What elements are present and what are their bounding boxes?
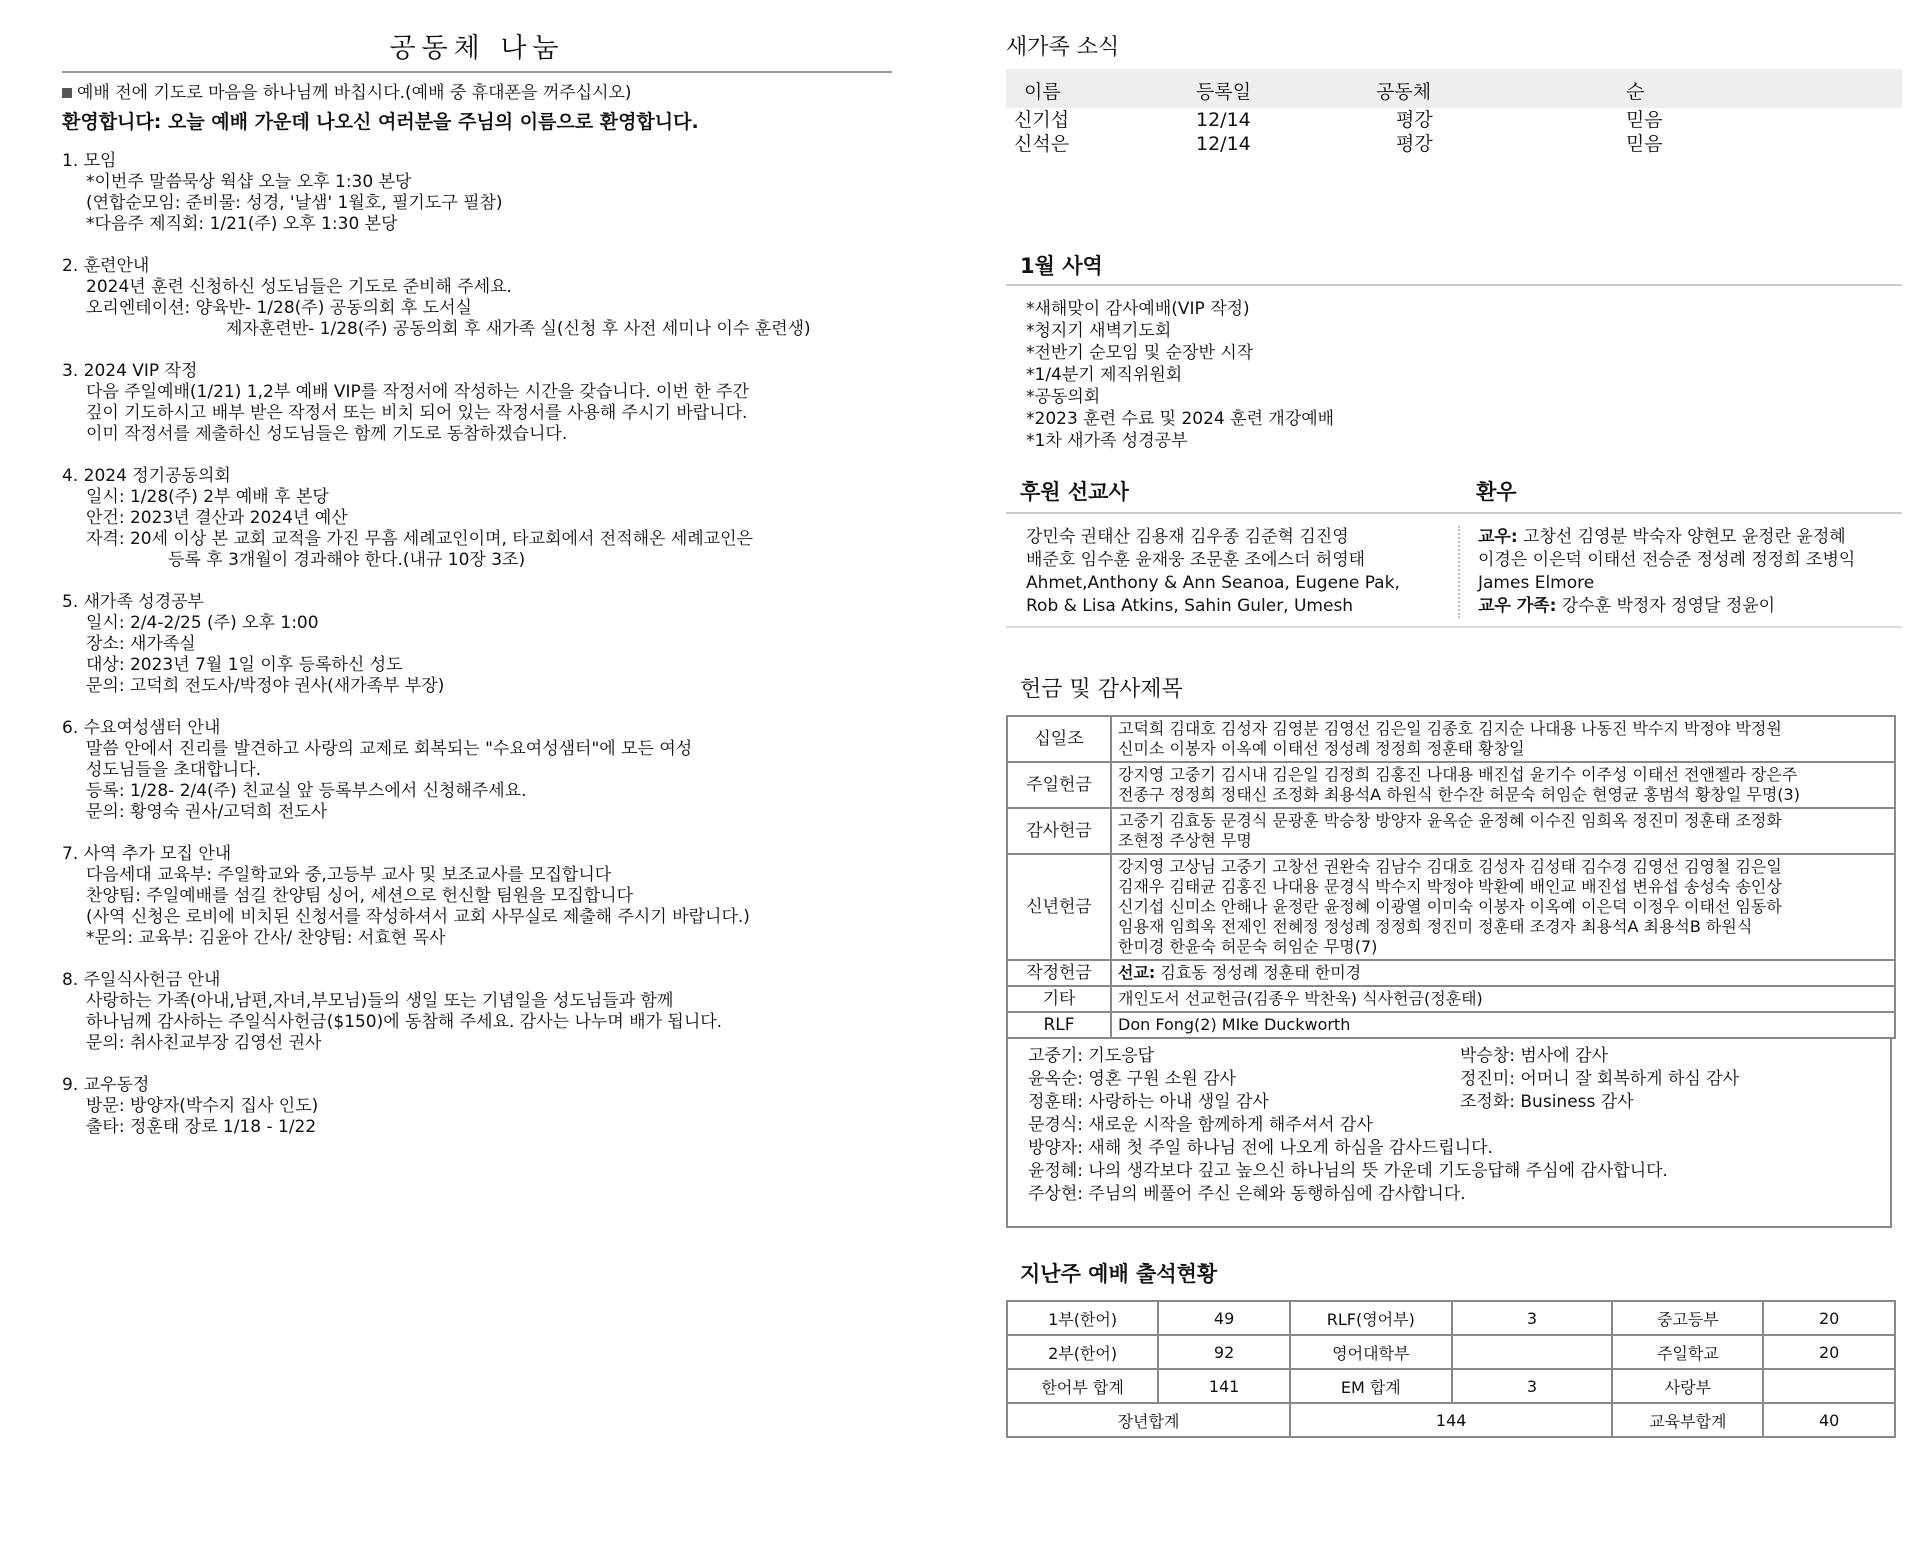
announcement-line: 안건: 2023년 결산과 2024년 예산 [86,508,348,528]
january-title: 1월 사역 [1020,254,1103,278]
divider [1006,626,1902,628]
list-item: *청지기 새벽기도회 [1026,321,1172,341]
note-row: 윤옥순: 영혼 구원 소원 감사 정진미: 어머니 잘 회복하게 하심 감사 [1028,1069,1740,1089]
attendance-cell [1763,1369,1895,1403]
announcement-item [62,1075,892,1138]
announcement-heading: 6. 수요여성샘터 안내 [62,718,221,738]
table-row [1007,1335,1895,1369]
announcement-item [62,970,892,1054]
missions-section [1006,476,1902,628]
note-row: 주상현: 주님의 베풀어 주신 은혜와 동행하심에 감사합니다. [1028,1184,1466,1204]
announcement-line: 일시: 1/28(주) 2부 예배 후 본당 [86,487,329,507]
announcement-line: 장소: 새가족실 [86,634,196,654]
attendance-cell: 20 [1763,1301,1895,1335]
attendance-cell: 영어대학부 [1290,1335,1452,1369]
offering-type: RLF [1007,1012,1111,1038]
list-item: *1차 새가족 성경공부 [1026,431,1188,451]
announcement-line: 문의: 취사친교부장 김영선 권사 [86,1033,322,1053]
page-title: 공동체 나눔 [62,28,892,73]
announcement-line: 자격: 20세 이상 본 교회 교적을 가진 무흠 세례교인이며, 타교회에서 전적해온 세례교인은 [86,529,753,549]
announcement-line: 하나님께 감사하는 주일식사헌금($150)에 동참해 주세요. 감사는 나누며 배가 됩니다. [86,1012,723,1032]
table-row [1007,854,1895,960]
offering-names: 강지영 고상님 고중기 고창선 권완숙 김남수 김대호 김성자 김성태 김수경 김영선 김영철 김은일 김재우 김태균 김홍진 나대용 문경식 박수지 박정야 박환예 배인교 배진섭 변유섭 송성숙 송인상 신기섭 신미소 안해나 윤정란 윤정혜 이광열 이미숙 이봉자 이옥예 이은덕 이정우 이태선 임동하 임용재 임희옥 전제인 전혜정 정성례 정정희 정진미 정훈태 조경자 최용석A 최용석B 하원식 한미경 한윤숙 허문숙 허임순 무명(7) [1111,854,1895,960]
square-bullet-icon [62,88,72,98]
table-row [1007,762,1895,808]
offering-type: 십일조 [1007,716,1111,762]
announcement-heading: 2. 훈련안내 [62,256,150,276]
announcement-line: 오리엔테이션: 양육반- 1/28(주) 공동의회 후 도서실 [86,298,472,318]
announcement-line: 일시: 2/4-2/25 (주) 오후 1:00 [86,613,319,633]
announcement-line: *문의: 교육부: 김윤아 간사/ 찬양팀: 서효현 목사 [86,928,446,948]
table-row: 신석은 12/14 평강 믿음 [1014,133,1663,155]
announcement-line: 대상: 2023년 7월 1일 이후 등록하신 성도 [86,655,403,675]
january-list [1006,298,1902,452]
announcement-line: 찬양팀: 주일예배를 섬길 찬양팀 싱어, 세션으로 헌신할 팀원을 모집합니다 [86,886,634,906]
announcement-line: *이번주 말씀묵상 웍샵 오늘 오후 1:30 본당 [86,172,412,192]
announcement-line: (연합순모임: 준비물: 성경, '날샘' 1월호, 필기도구 필참) [86,193,503,213]
attendance-cell: 141 [1158,1369,1290,1403]
table-row [1007,1012,1895,1038]
offering-names: 강지영 고중기 김시내 김은일 김정희 김홍진 나대용 배진섭 윤기수 이주성 이태선 전앤젤라 장은주 전종구 정정희 정태신 조정화 최용석A 하원식 한수잔 허문숙 허임순 현영균 홍범석 황창일 무명(3) [1111,762,1895,808]
missionaries-title: 후원 선교사 [1020,480,1129,504]
offering-type: 기타 [1007,986,1111,1012]
announcement-line: 문의: 황영숙 권사/고덕희 전도사 [86,802,328,822]
announcement-line: 등록 후 3개월이 경과해야 한다.(내규 10장 3조) [168,550,526,570]
offerings-title: 헌금 및 감사제목 [1020,677,1183,702]
announcement-item [62,466,892,571]
table-row [1007,1403,1895,1437]
offering-type: 작정헌금 [1007,960,1111,986]
new-family-header [1006,69,1902,108]
sick-title: 환우 [1476,480,1517,504]
announcement-line: 문의: 고덕희 전도사/박정야 권사(새가족부 부장) [86,676,445,696]
header-name: 이름 [1024,81,1061,103]
table-row [1007,1369,1895,1403]
announcement-line: 다음세대 교육부: 주일학교와 중,고등부 교사 및 보조교사를 모집합니다 [86,865,612,885]
list-item: *새해맞이 감사예배(VIP 작정) [1026,299,1250,319]
offering-names: 고덕희 김대호 김성자 김영분 김영선 김은일 김종호 김지순 나대용 나동진 박수지 박정야 박정원 신미소 이봉자 이옥예 이태선 정성례 정정희 정훈태 황창일 [1111,716,1895,762]
attendance-cell: 한어부 합계 [1007,1369,1158,1403]
announcement-line: 2024년 훈련 신청하신 성도님들은 기도로 준비해 주세요. [86,277,512,297]
announcement-list [62,151,892,1138]
attendance-cell: 중고등부 [1612,1301,1763,1335]
announcement-heading: 3. 2024 VIP 작정 [62,361,198,381]
announcement-heading: 8. 주일식사헌금 안내 [62,970,221,990]
list-item: *2023 훈련 수료 및 2024 훈련 개강예배 [1026,409,1335,429]
announcement-heading: 7. 사역 추가 모집 안내 [62,844,232,864]
announcement-item [62,592,892,697]
announcement-item [62,256,892,340]
sick-list: 교우: 고창선 김영분 박숙자 양현모 윤정란 윤정혜 이경은 이은덕 이태선 전승준 정성례 정정희 조병익 James Elmore 교우 가족: 강수훈 박정자 정영달 정윤이 [1478,527,1856,616]
announcement-line: 제자훈련반- 1/28(주) 공동의회 후 새가족 실(신청 후 사전 세미나 이수 훈련생) [226,319,811,339]
new-family-section [1006,30,1902,156]
offering-names: 선교: 김효동 정성례 정훈태 한미경 [1111,960,1895,986]
january-ministry-section [1006,250,1902,452]
attendance-total-cell: 144 [1290,1403,1612,1437]
table-row [1007,986,1895,1012]
announcement-line: 성도님들을 초대합니다. [86,760,262,780]
note-row: 방양자: 새해 첫 주일 하나님 전에 나오게 하심을 감사드립니다. [1028,1138,1493,1158]
attendance-cell [1452,1335,1613,1369]
attendance-title: 지난주 예배 출석현황 [1020,1262,1218,1286]
offering-names: Don Fong(2) MIke Duckworth [1111,1012,1895,1038]
thanksgiving-notes [1006,1039,1892,1228]
list-item: *공동의회 [1026,387,1101,407]
announcement-line: 방문: 방양자(박수지 집사 인도) [86,1096,319,1116]
divider [1006,284,1902,286]
missions-body [1006,512,1902,618]
attendance-cell: 사랑부 [1612,1369,1763,1403]
table-row [1007,1301,1895,1335]
announcement-line: 사랑하는 가족(아내,남편,자녀,부모님)들의 생일 또는 기념일을 성도님들과 함께 [86,991,674,1011]
header-community: 공동체 [1376,81,1432,103]
announcement-line: 이미 작정서를 제출하신 성도님들은 함께 기도로 동참하겠습니다. [86,424,568,444]
announcement-heading: 5. 새가족 성경공부 [62,592,204,612]
offering-type: 주일헌금 [1007,762,1111,808]
offerings-section [1006,672,1902,1228]
attendance-total-cell: 40 [1763,1403,1895,1437]
attendance-total-cell: 교육부합계 [1612,1403,1763,1437]
attendance-cell: 2부(한어) [1007,1335,1158,1369]
attendance-cell: RLF(영어부) [1290,1301,1452,1335]
offering-type: 신년헌금 [1007,854,1111,960]
announcement-line: 출타: 정훈태 장로 1/18 - 1/22 [86,1117,317,1137]
announcement-item [62,844,892,949]
attendance-cell: 주일학교 [1612,1335,1763,1369]
attendance-table [1006,1300,1896,1438]
announcement-line: 말씀 안에서 진리를 발견하고 사랑의 교제로 회복되는 "수요여성샘터"에 모든 여성 [86,739,693,759]
announcement-line: 등록: 1/28- 2/4(주) 친교실 앞 등록부스에서 신청해주세요. [86,781,527,801]
announcement-line: *다음주 제직회: 1/21(주) 오후 1:30 본당 [86,214,398,234]
attendance-total-cell: 장년합계 [1007,1403,1290,1437]
list-item: *1/4분기 제직위원회 [1026,365,1183,385]
announcement-line: 다음 주일예배(1/21) 1,2부 예배 VIP를 작정서에 작성하는 시간을 갖습니다. 이번 한 주간 [86,382,749,402]
offering-names: 고중기 김효동 문경식 문광훈 박승창 방양자 윤옥순 윤정혜 이수진 임희옥 정진미 정훈태 조정화 조현정 주상현 무명 [1111,808,1895,854]
attendance-cell: EM 합계 [1290,1369,1452,1403]
announcement-item [62,151,892,235]
announcement-heading: 1. 모임 [62,151,117,171]
announcement-heading: 4. 2024 정기공동의회 [62,466,231,486]
attendance-cell: 3 [1452,1369,1613,1403]
note-row: 고중기: 기도응답 박승창: 범사에 감사 [1028,1046,1608,1066]
missionaries-list: 강민숙 권태산 김용재 김우종 김준혁 김진영 배준호 임수훈 윤재웅 조문훈 조에스더 허영태 Ahmet,Anthony & Ann Seanoa, Eugene Pak, Rob & Lisa Atkins, Sahin Guler, Umesh [1006,526,1460,618]
attendance-cell: 49 [1158,1301,1290,1335]
table-row [1007,808,1895,854]
announcement-line: (사역 신청은 로비에 비치된 신청서를 작성하셔서 교회 사무실로 제출해 주시기 바랍니다.) [86,907,750,927]
community-sharing-section [62,28,892,1159]
attendance-cell: 3 [1452,1301,1613,1335]
attendance-section [1006,1258,1902,1438]
new-family-title: 새가족 소식 [1006,35,1120,60]
table-row: 신기섭 12/14 평강 믿음 [1014,109,1663,131]
header-group: 순 [1626,81,1645,103]
table-row [1007,716,1895,762]
welcome-note: 예배 전에 기도로 마음을 하나님께 바칩시다.(예배 중 휴대폰을 꺼주십시오) [62,83,892,104]
table-row [1007,960,1895,986]
announcement-heading: 9. 교우동정 [62,1075,150,1095]
announcement-item [62,361,892,445]
welcome-message: 환영합니다: 오늘 예배 가운데 나오신 여러분을 주님의 이름으로 환영합니다. [62,111,699,133]
note-row: 문경식: 새로운 시작을 함께하게 해주셔서 감사 [1028,1115,1373,1135]
attendance-cell: 92 [1158,1335,1290,1369]
note-row: 윤정혜: 나의 생각보다 깊고 높으신 하나님의 뜻 가운데 기도응답해 주심에 감사합니다. [1028,1161,1668,1181]
attendance-cell: 1부(한어) [1007,1301,1158,1335]
offerings-table [1006,715,1896,1039]
offering-names: 개인도서 선교헌금(김종우 박찬욱) 식사헌금(정훈태) [1111,986,1895,1012]
announcement-item [62,718,892,823]
announcement-line: 깊이 기도하시고 배부 받은 작정서 또는 비치 되어 있는 작정서를 사용해 주시기 바랍니다. [86,403,748,423]
header-date: 등록일 [1196,81,1252,103]
right-column [1006,30,1902,1438]
offering-type: 감사헌금 [1007,808,1111,854]
note-row: 정훈태: 사랑하는 아내 생일 감사 조정화: Business 감사 [1028,1092,1634,1112]
list-item: *전반기 순모임 및 순장반 시작 [1026,343,1254,363]
attendance-cell: 20 [1763,1335,1895,1369]
